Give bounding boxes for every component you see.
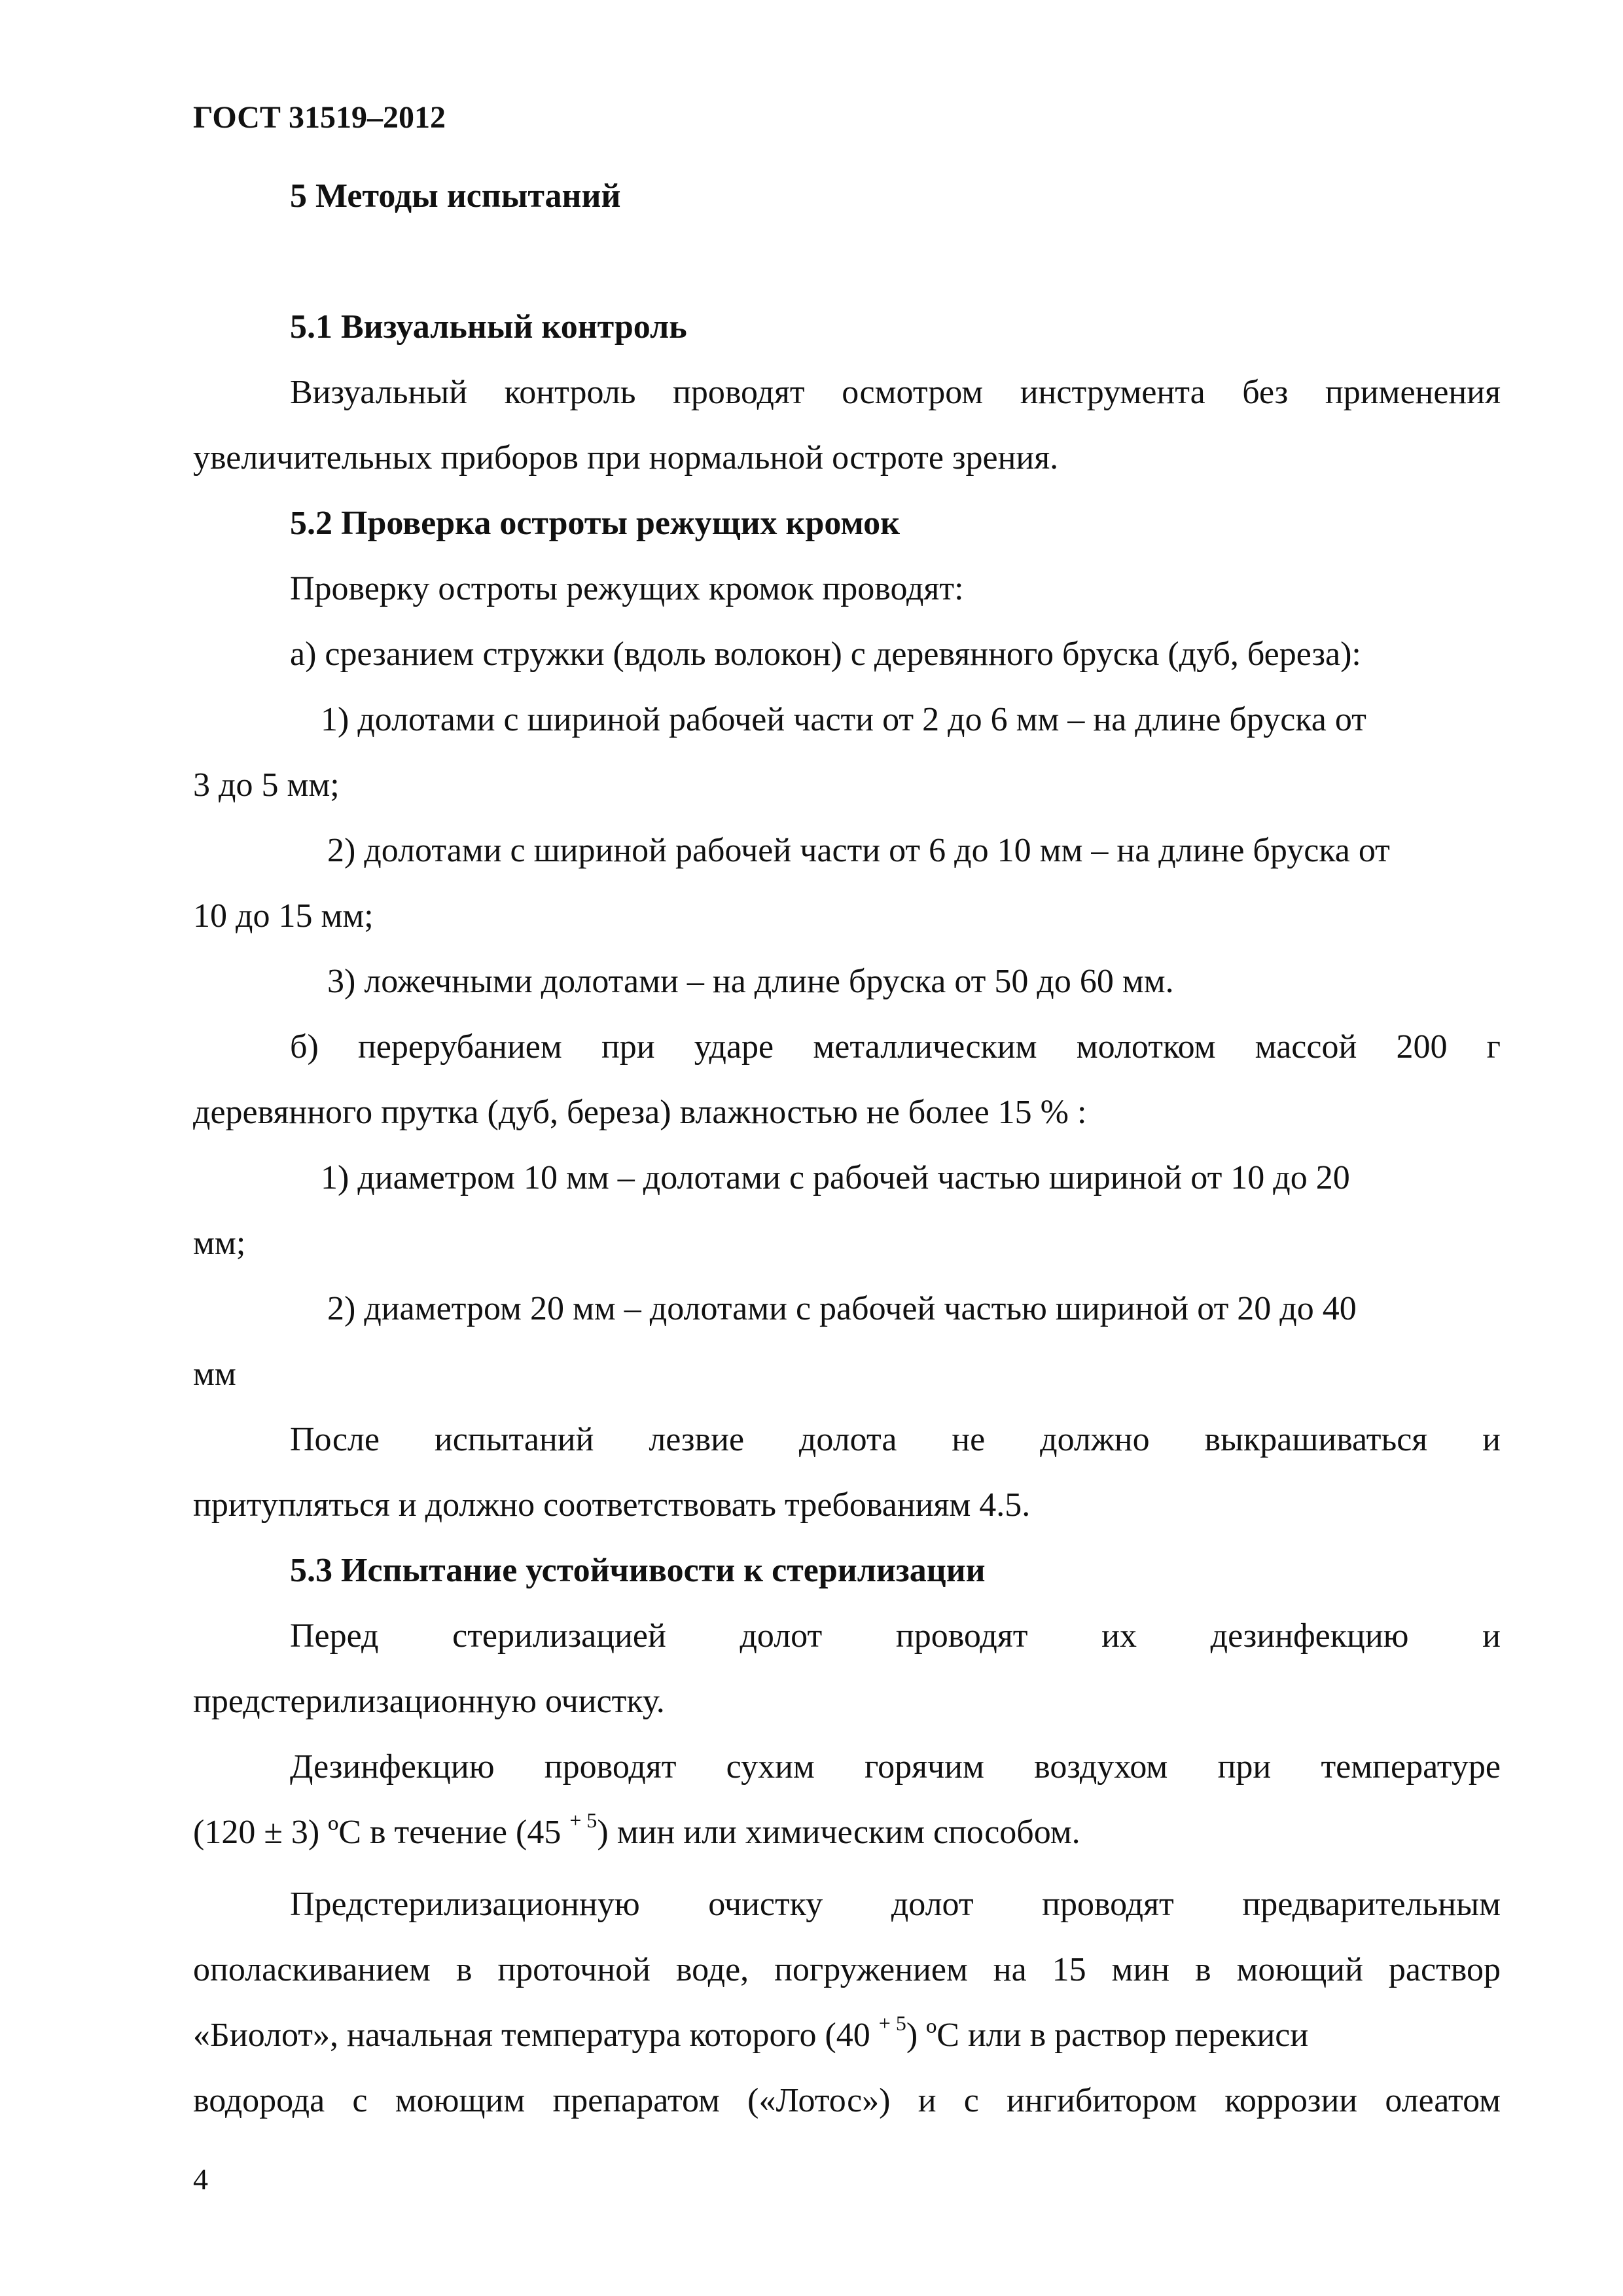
s53-p3-line-4: водорода с моющим препаратом («Лотос») и с ингибитором коррозии олеатом <box>193 2082 1501 2119</box>
s52-item-a1-line-2: 3 до 5 мм; <box>193 766 340 804</box>
s51-paragraph-line-1: Визуальный контроль проводят осмотром инструмента без применения <box>290 374 1501 411</box>
subsection-5-2-title: 5.2 Проверка остроты режущих кромок <box>290 505 901 542</box>
s52-item-a: а) срезанием стружки (вдоль волокон) с деревянного бруска (дуб, береза): <box>290 636 1361 673</box>
s52-item-b-line-2: деревянного прутка (дуб, береза) влажностью не более 15 % : <box>193 1094 1087 1131</box>
s53-p2-line-2: (120 ± 3) ºC в течение (45 $^{+ 5}$) мин или химическим способом. <box>193 1808 1080 1851</box>
subsection-5-1-title: 5.1 Визуальный контроль <box>290 308 687 346</box>
s53-p3-line-3: «Биолот», начальная температура которого (40 $^{+ 5}$) ºC или в раствор перекиси <box>193 2011 1309 2054</box>
s52-item-b2-line-2: мм <box>193 1355 236 1393</box>
section-title: 5 Методы испытаний <box>290 177 621 215</box>
s52-item-b2-line-1: 2) диаметром 20 мм – долотами с рабочей частью шириной от 20 до 40 <box>327 1290 1357 1327</box>
s52-item-b1-line-2: мм; <box>193 1225 246 1262</box>
s52-intro: Проверку остроты режущих кромок проводят: <box>290 570 964 607</box>
s52-item-b-line-1: б) перерубанием при ударе металлическим молотком массой 200 г <box>290 1028 1501 1066</box>
s53-p1-line-1: Перед стерилизацией долот проводят их дезинфекцию и <box>290 1617 1501 1655</box>
subsection-5-3-title: 5.3 Испытание устойчивости к стерилизации <box>290 1552 986 1589</box>
s52-item-b1-line-1: 1) диаметром 10 мм – долотами с рабочей частью шириной от 10 до 20 <box>321 1159 1350 1196</box>
s53-p2-line-1: Дезинфекцию проводят сухим горячим воздухом при температуре <box>290 1748 1501 1785</box>
s52-after-line-1: После испытаний лезвие долота не должно выкрашиваться и <box>290 1421 1501 1458</box>
s52-item-a1-line-1: 1) долотами с шириной рабочей части от 2 до 6 мм – на длине бруска от <box>321 701 1366 738</box>
tolerance-superscript: + 5 <box>569 1808 597 1832</box>
s53-p1-line-2: предстерилизационную очистку. <box>193 1683 665 1720</box>
page-number: 4 <box>193 2162 208 2196</box>
s52-item-a2-line-2: 10 до 15 мм; <box>193 897 374 935</box>
s52-item-a2-line-1: 2) долотами с шириной рабочей части от 6 до 10 мм – на длине бруска от <box>327 832 1390 869</box>
document-header-id: ГОСТ 31519–2012 <box>193 100 446 135</box>
s53-p3-line-1: Предстерилизационную очистку долот проводят предварительным <box>290 1886 1501 1923</box>
s53-p3-line-2: ополаскиванием в проточной воде, погружением на 15 мин в моющий раствор <box>193 1951 1501 1988</box>
s52-item-a3: 3) ложечными долотами – на длине бруска от 50 до 60 мм. <box>327 963 1174 1000</box>
s52-after-line-2: притупляться и должно соответствовать требованиям 4.5. <box>193 1486 1031 1524</box>
tolerance-superscript: + 5 <box>878 2011 906 2035</box>
s51-paragraph-line-2: увеличительных приборов при нормальной остроте зрения. <box>193 439 1059 476</box>
